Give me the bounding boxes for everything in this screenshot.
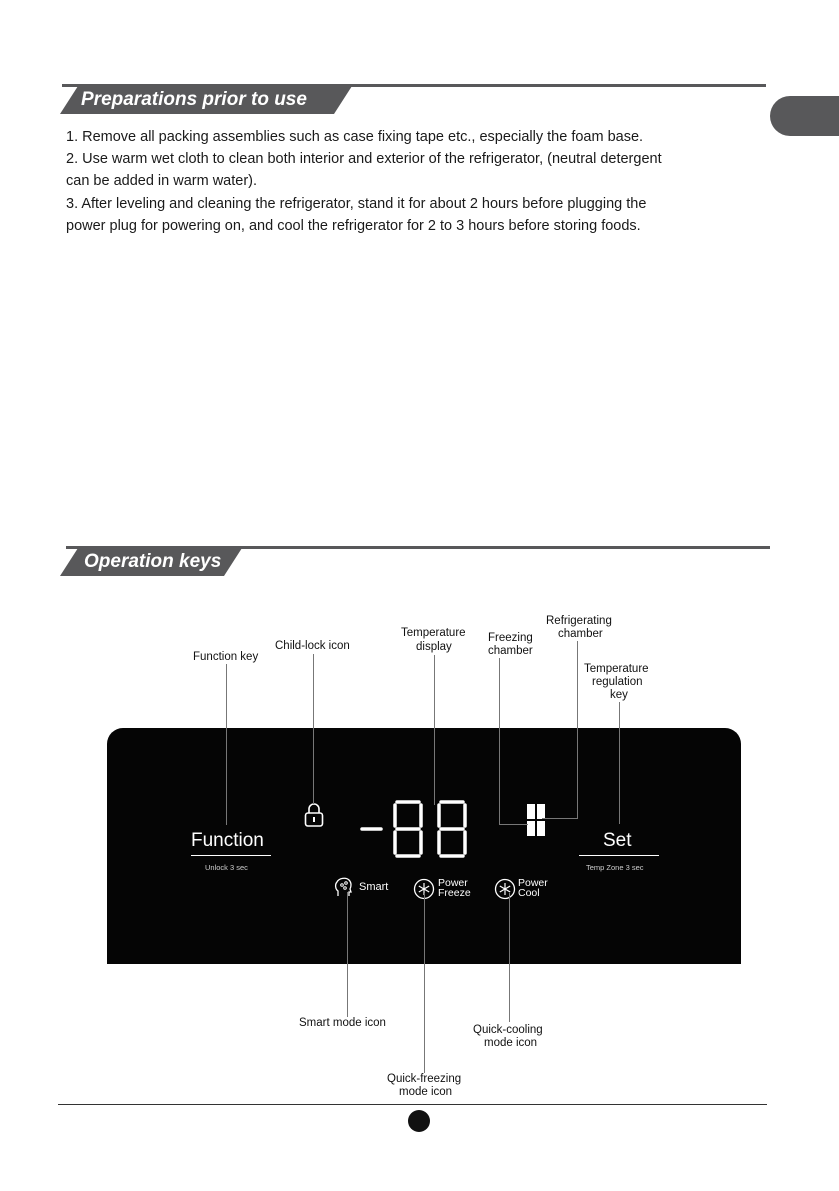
callout-temp-reg-1: Temperature [584,663,649,675]
power-freeze-label-2: Freeze [438,887,471,899]
function-key-label[interactable]: Function [191,830,264,851]
set-key-label[interactable]: Set [603,830,632,851]
smart-head-icon [333,876,355,898]
side-chapter-tab [770,96,839,136]
leader-temp-reg [619,702,620,824]
leader-freezing-h [499,824,528,825]
callout-refrig-2: chamber [558,628,603,640]
leader-quick-cool [509,893,510,1022]
function-key-sublabel: Unlock 3 sec [205,863,248,872]
set-key-underline [579,855,659,856]
section-title-preparations: Preparations prior to use [81,89,307,110]
leader-refrig-v [577,641,578,819]
callout-quick-freeze-1: Quick-freezing [387,1073,462,1085]
leader-quick-freeze [424,893,425,1073]
callout-child-lock: Child-lock icon [275,640,350,652]
callout-smart-mode: Smart mode icon [299,1017,386,1029]
prep-line-3: can be added in warm water). [66,173,258,189]
chamber-indicator [527,804,545,836]
set-key-sublabel: Temp Zone 3 sec [586,863,644,872]
leader-temp-display [434,655,435,805]
callout-function-key: Function key [193,651,259,663]
leader-smart-mode [347,892,348,1017]
callout-temp-display-1: Temperature [401,627,466,639]
power-freeze-label-1: Power [438,877,468,889]
callout-temp-reg-3: key [610,689,628,701]
power-cool-label-1: Power [518,877,548,889]
callout-freezing-2: chamber [488,645,533,657]
prep-line-1: 1. Remove all packing assemblies such as case fixing tape etc., especially the foam base. [66,129,644,145]
callout-temp-display-2: display [416,641,452,653]
callout-quick-cool-1: Quick-cooling [473,1024,543,1036]
prep-line-5: power plug for powering on, and cool the refrigerator for 2 to 3 hours before storing foods. [66,218,641,234]
section-title-operation: Operation keys [84,551,222,572]
prep-line-2: 2. Use warm wet cloth to clean both interior and exterior of the refrigerator, (neutral detergent [66,151,662,167]
callout-quick-freeze-2: mode icon [399,1086,453,1098]
smart-label: Smart [359,881,389,893]
prep-line-4: 3. After leveling and cleaning the refrigerator, stand it for about 2 hours before plugging the [66,196,647,212]
callout-temp-reg-2: regulation [592,676,643,688]
page-number-marker [408,1110,430,1132]
leader-refrig-h [542,818,578,819]
leader-child-lock [313,654,314,804]
callout-refrig-1: Refrigerating [546,615,612,627]
callout-quick-cool-2: mode icon [484,1037,538,1049]
seven-segment-display [357,798,477,860]
leader-freezing-v [499,658,500,824]
callout-freezing-1: Freezing [488,632,533,644]
footer-rule [58,1104,767,1105]
leader-function-key [226,664,227,825]
asterisk-icon [494,878,516,900]
lock-icon [303,802,325,828]
power-cool-label-2: Cool [518,887,540,899]
function-key-underline [191,855,271,856]
